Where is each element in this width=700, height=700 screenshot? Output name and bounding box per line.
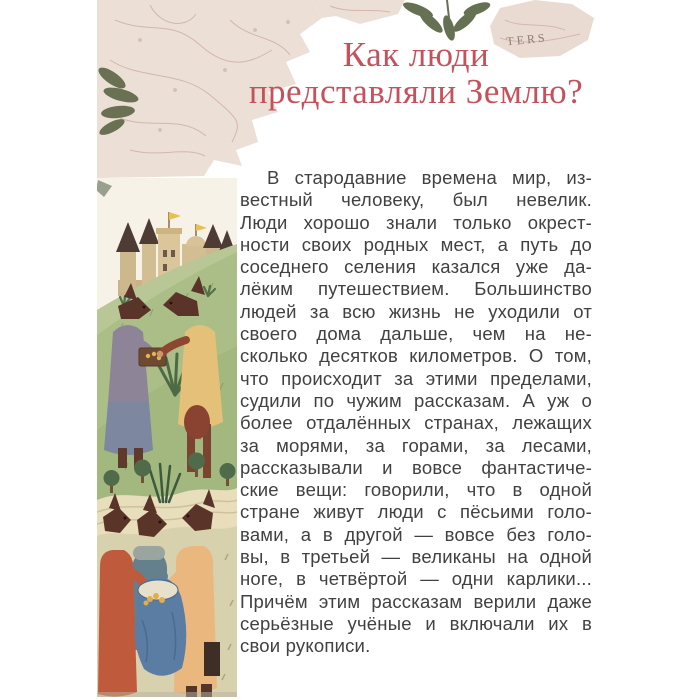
body-text-line: свои рукописи. xyxy=(240,635,371,657)
body-text-line: людей за всю жизнь не уходили от xyxy=(240,300,592,322)
body-text-line: ности своих родных мест, а путь до xyxy=(240,233,592,255)
body-text-line: ноге, в четвёртой — одни карлики... xyxy=(240,568,592,590)
body-text-line: В стародавние времена мир, из- xyxy=(267,167,592,188)
body-text-line: за морями, за горами, за лесами, xyxy=(240,434,592,456)
grain-sack xyxy=(135,577,187,676)
body-text-line: серьёзные учёные и включали их в xyxy=(240,612,592,634)
body-text-line: вестный человеку, был невелик. xyxy=(240,189,592,211)
body-text-line: стране живут люди с пёсьими голо- xyxy=(240,501,592,523)
body-text-line: Люди хорошо знали только окрест- xyxy=(240,211,592,233)
body-text-line: вами, а в другой — вовсе без голо- xyxy=(240,523,592,545)
body-text-line: сколько десятков километров. О том, xyxy=(240,345,592,367)
page-title: Как люди представляли Землю? xyxy=(248,35,584,112)
body-text-line: Причём этим рассказам верили даже xyxy=(240,590,592,612)
body-text-line: своего дома дальше, чем на не- xyxy=(240,323,592,345)
map-fragment-label: TERS xyxy=(505,30,549,49)
illustration xyxy=(96,178,237,700)
body-text-line: вы, в третьей — великаны на одной xyxy=(240,546,592,568)
body-text xyxy=(240,167,592,658)
body-text-line: ские вещи: говорили, что в одной xyxy=(240,479,592,501)
body-text-line: лёким путешествием. Большинство xyxy=(240,278,592,300)
body-text-line: судили по чужим рассказам. А уж о xyxy=(240,389,592,411)
body-text-line: соседнего селения казался уже да- xyxy=(240,256,592,278)
body-text-line: более отдалённых странах, лежащих xyxy=(240,412,592,434)
body-text-line: рассказывали и вовсе фантастиче- xyxy=(240,456,592,478)
body-text-line: что происходит за этими пределами, xyxy=(240,367,592,389)
